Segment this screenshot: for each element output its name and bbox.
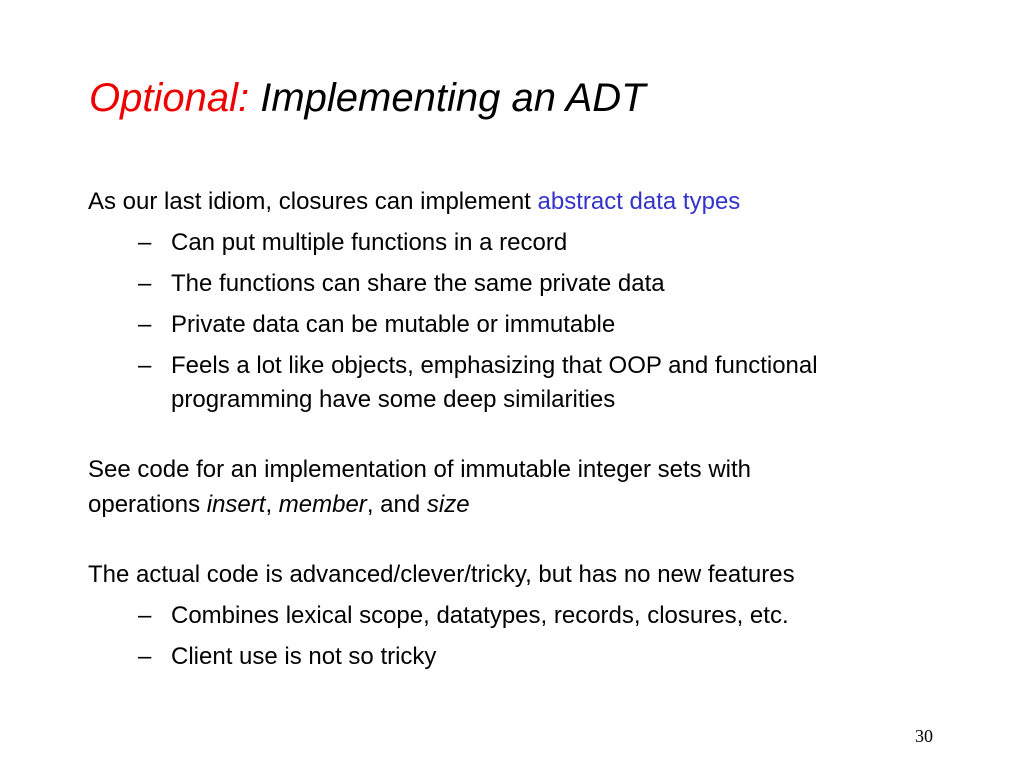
operation-insert: insert (206, 491, 266, 518)
code-reference-line: See code for an implementation of immutable integer sets with (88, 456, 752, 483)
slide-title (89, 72, 646, 124)
operation-separator: , and (366, 491, 427, 518)
operation-size: size (426, 491, 470, 518)
bullet-item-continuation: programming have some deep similarities (171, 386, 616, 413)
advanced-code-paragraph: The actual code is advanced/clever/tricky, but has no new features (88, 561, 795, 588)
bullet-item: Private data can be mutable or immutable (171, 311, 616, 338)
bullet-item: Feels a lot like objects, emphasizing that OOP and functional (171, 352, 818, 379)
bullet-item: Combines lexical scope, datatypes, records, closures, etc. (171, 602, 789, 629)
operations-prefix: operations (88, 491, 207, 518)
title-main: Implementing an ADT (260, 76, 646, 120)
abstract-data-types-highlight: abstract data types (537, 188, 741, 215)
page-number: 30 (915, 726, 933, 746)
bullet-dash: – (138, 643, 152, 670)
bullet-item: Client use is not so tricky (171, 643, 437, 670)
intro-text: As our last idiom, closures can implement (88, 188, 538, 215)
bullet-dash: – (138, 229, 152, 256)
bullet-item: Can put multiple functions in a record (171, 229, 568, 256)
title-prefix: Optional: (89, 76, 250, 120)
operations-line (88, 488, 470, 522)
operation-member: member (278, 491, 367, 518)
bullet-dash: – (138, 602, 152, 629)
bullet-dash: – (138, 311, 152, 338)
bullet-dash: – (138, 352, 152, 379)
bullet-dash: – (138, 270, 152, 297)
intro-paragraph (88, 185, 740, 219)
bullet-item: The functions can share the same private data (171, 270, 665, 297)
operation-separator: , (265, 491, 279, 518)
